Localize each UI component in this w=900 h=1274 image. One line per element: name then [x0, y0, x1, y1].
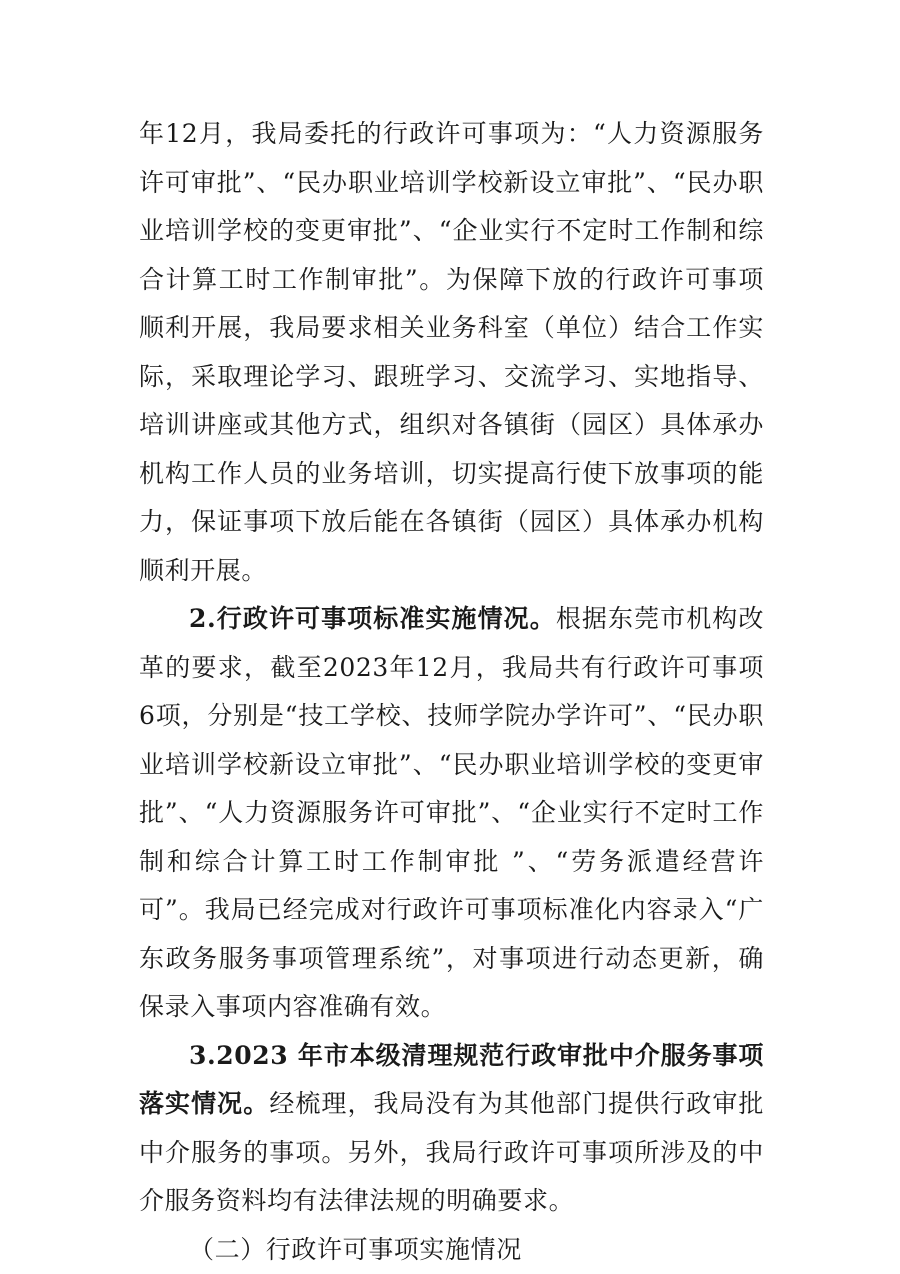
paragraph-intermediary-services — [139, 1032, 764, 1226]
paragraph-body-intermediary-services: 经梳理，我局没有为其他部门提供行政审批中介服务的事项。另外，我局行政许可事项所涉及的中介服务资料均有法律法规的明确要求。 — [139, 1089, 764, 1215]
document-body — [139, 110, 764, 1274]
paragraph-standard-implementation — [139, 595, 764, 1032]
paragraph-heading-intermediary-services: 3.2023 年市本级清理规范行政审批中介服务事项落实情况。 — [139, 1041, 764, 1119]
paragraph-body-standard-implementation: 根据东莞市机构改革的要求，截至2023年12月，我局共有行政许可事项6项，分别是“技工学校、技师学院办学许可”、“民办职业培训学校新设立审批”、“民办职业培训学校的变更审批”、“人力资源服务许可审批”、“企业实行不定时工作制和综合计算工时工作制审批 ”、“劳务派遣经营许可”。我局已经完成对行政许可事项标准化内容录入“广东政务服务事项管理系统”，对事项进行动态更新，确保录入事项内容准确有效。 — [139, 604, 764, 1021]
section-heading-permit-implementation: （二）行政许可事项实施情况 — [139, 1226, 764, 1274]
paragraph-delegated-permits: 年12月，我局委托的行政许可事项为：“人力资源服务许可审批”、“民办职业培训学校新设立审批”、“民办职业培训学校的变更审批”、“企业实行不定时工作制和综合计算工时工作制审批”。为保障下放的行政许可事项顺利开展，我局要求相关业务科室（单位）结合工作实际，采取理论学习、跟班学习、交流学习、实地指导、培训讲座或其他方式，组织对各镇街（园区）具体承办机构工作人员的业务培训，切实提高行使下放事项的能力，保证事项下放后能在各镇街（园区）具体承办机构顺利开展。 — [139, 110, 764, 595]
paragraph-heading-standard-implementation: 2.行政许可事项标准实施情况。 — [189, 604, 556, 633]
